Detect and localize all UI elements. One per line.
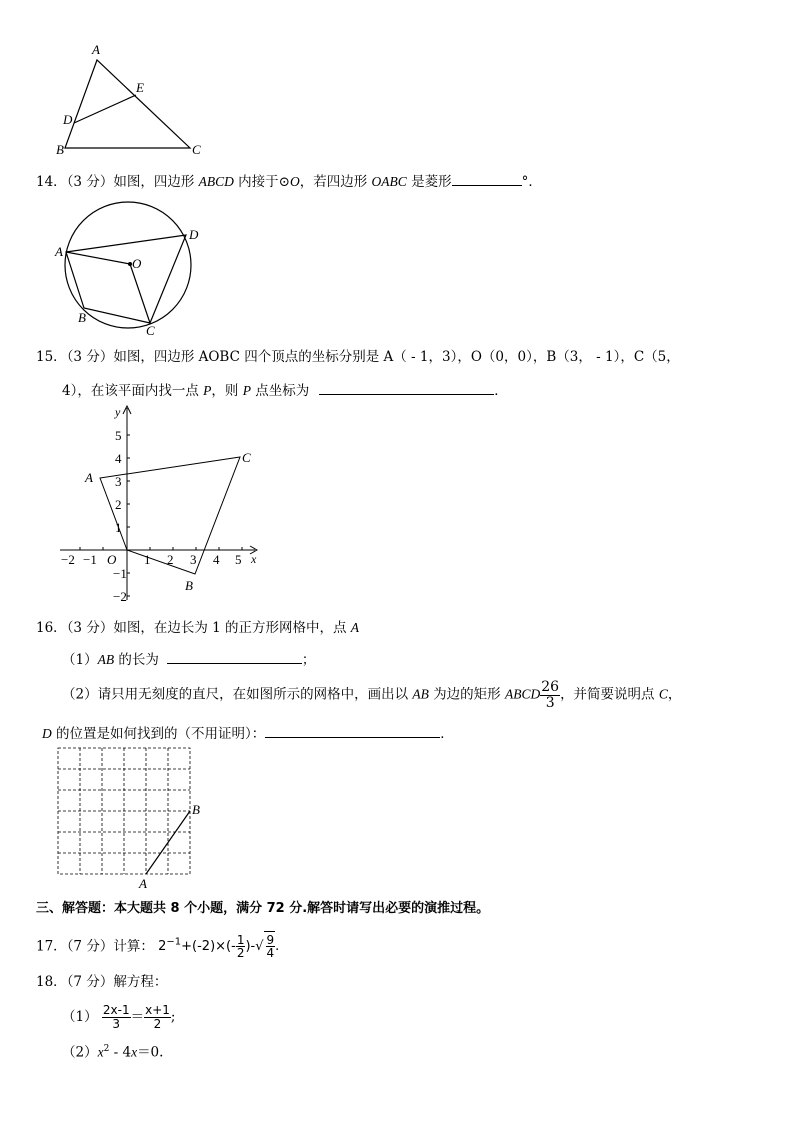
section-heading: 三、解答题：本大题共 8 个小题，满分 72 分.解答时请写出必要的演推过程。 bbox=[36, 901, 490, 916]
expr-base: 2 bbox=[158, 939, 167, 955]
q14-var: O bbox=[289, 174, 300, 189]
q16-var: AB bbox=[412, 686, 429, 702]
y-tick-label: 3 bbox=[115, 474, 122, 489]
fraction-denominator: 3 bbox=[112, 1017, 121, 1031]
fraction-denominator: 3 bbox=[545, 694, 555, 711]
label-A: A bbox=[139, 876, 147, 891]
q16-text: ， bbox=[667, 686, 682, 703]
x-tick-label: −1 bbox=[83, 552, 97, 567]
part-label: （2） bbox=[62, 1044, 98, 1061]
question-16-part-3 bbox=[42, 725, 454, 742]
q14-text: 如图，四边形 bbox=[113, 174, 199, 190]
fraction-denominator: 2 bbox=[236, 946, 245, 961]
fraction bbox=[102, 1004, 131, 1030]
square-grid-figure bbox=[50, 744, 220, 892]
expression bbox=[158, 932, 280, 961]
question-number: 15． bbox=[36, 349, 67, 365]
question-16-part-1 bbox=[62, 651, 315, 668]
q15-var: P bbox=[242, 383, 251, 398]
q16-text: 如图，在边长为 1 的正方形网格中，点 bbox=[113, 620, 351, 636]
y-tick-label: −1 bbox=[113, 566, 127, 581]
label-B: B bbox=[78, 310, 86, 325]
label-B: B bbox=[192, 802, 200, 817]
sqrt-radicand bbox=[264, 931, 276, 962]
label-C: C bbox=[242, 450, 251, 465]
fraction bbox=[144, 1004, 171, 1030]
label-B: B bbox=[185, 578, 193, 593]
answer-blank[interactable] bbox=[167, 651, 302, 664]
label-B: B bbox=[56, 142, 64, 157]
part-label: （1） bbox=[62, 1009, 98, 1025]
q15-text: 点坐标为 bbox=[250, 383, 310, 399]
label-D: D bbox=[189, 227, 199, 242]
q16-var: D bbox=[42, 726, 52, 741]
q15-var: P bbox=[203, 383, 212, 398]
q18-var: x bbox=[131, 1044, 138, 1060]
label-D: D bbox=[63, 112, 73, 127]
q14-text: °． bbox=[521, 174, 542, 190]
q17-text: 计算： bbox=[113, 938, 154, 955]
x-tick-label: 5 bbox=[235, 552, 242, 567]
q16-var: A bbox=[350, 620, 360, 635]
x-tick-label: 1 bbox=[144, 552, 151, 567]
label-O: O bbox=[132, 256, 142, 271]
fraction-denominator: 4 bbox=[266, 946, 275, 961]
question-17 bbox=[36, 928, 279, 962]
sqrt-symbol: √ bbox=[255, 939, 264, 955]
question-15-line-1 bbox=[36, 351, 680, 365]
y-tick-label: 5 bbox=[115, 428, 122, 443]
q15-text: 4），在该平面内找一点 bbox=[62, 383, 204, 399]
x-tick-label: 3 bbox=[190, 552, 197, 567]
q14-text: 内接于⊙ bbox=[233, 174, 290, 190]
label-C: C bbox=[192, 142, 201, 157]
question-18-part-1 bbox=[62, 1002, 175, 1032]
q16-text: 为边的矩形 bbox=[428, 686, 505, 703]
q16-text: （2）请只用无刻度的直尺，在如图所示的网格中，画出以 bbox=[62, 686, 413, 703]
fraction bbox=[266, 934, 276, 960]
q16-text: 的长为 bbox=[114, 652, 159, 668]
question-score: （3 分） bbox=[66, 620, 114, 636]
x-tick-label: 4 bbox=[213, 552, 220, 567]
origin-label: O bbox=[107, 552, 117, 567]
question-score: （7 分） bbox=[66, 974, 114, 990]
fraction-numerator: x+1 bbox=[145, 1003, 170, 1018]
expr-part: )- bbox=[245, 939, 256, 955]
q14-var: ABCD bbox=[198, 174, 234, 189]
question-number: 18． bbox=[36, 974, 67, 990]
fraction-numerator: 26 bbox=[541, 679, 560, 695]
fraction-numerator: 9 bbox=[266, 932, 275, 947]
q15-text: 如图，四边形 AOBC 四个顶点的坐标分别是 A（ - 1，3），O（0，0），B（3， - 1），C（5， bbox=[113, 349, 680, 365]
axis-label-x: x bbox=[251, 552, 257, 566]
answer-blank[interactable] bbox=[319, 382, 494, 395]
q16-text: ． bbox=[440, 726, 454, 742]
axis-label-y: y bbox=[115, 405, 121, 419]
equals-sign: ＝ bbox=[130, 1009, 145, 1025]
question-score: （7 分） bbox=[66, 938, 114, 955]
q18-text: ; bbox=[170, 1009, 176, 1025]
question-16-stem bbox=[36, 621, 359, 636]
triangle-figure bbox=[50, 38, 220, 160]
q16-text: ，并简要说明点 bbox=[560, 686, 659, 703]
label-E: E bbox=[136, 80, 144, 95]
question-number: 17． bbox=[36, 938, 67, 955]
question-number: 16． bbox=[36, 620, 67, 636]
question-16-part-2 bbox=[62, 680, 681, 710]
q18-var: x bbox=[97, 1044, 104, 1060]
label-A: A bbox=[92, 42, 100, 57]
circle-quadrilateral-figure bbox=[50, 196, 210, 338]
q14-var: OABC bbox=[371, 174, 407, 189]
q18-text: 解方程： bbox=[113, 974, 168, 990]
fraction bbox=[540, 680, 560, 710]
y-tick-label: 2 bbox=[115, 497, 122, 512]
question-score: （3 分） bbox=[66, 349, 114, 365]
label-A: A bbox=[85, 470, 93, 485]
question-18 bbox=[36, 976, 167, 990]
q16-var: ABCD bbox=[504, 686, 541, 702]
q14-text: 是菱形 bbox=[406, 174, 452, 190]
q15-text: ，则 bbox=[211, 383, 243, 399]
expr-exponent: −1 bbox=[166, 937, 182, 948]
fraction-numerator: 1 bbox=[236, 932, 245, 947]
question-14 bbox=[36, 173, 542, 190]
q16-text: 的位置是如何找到的（不用证明）： bbox=[51, 726, 266, 742]
y-tick-label: −2 bbox=[113, 589, 127, 604]
fraction-numerator: 2x-1 bbox=[102, 1003, 130, 1018]
x-tick-label: 2 bbox=[167, 552, 174, 567]
q18-text: ＝0. bbox=[137, 1044, 164, 1061]
question-score: （3 分） bbox=[66, 174, 114, 190]
x-tick-label: −2 bbox=[61, 552, 75, 567]
answer-blank[interactable] bbox=[452, 173, 522, 186]
y-tick-label: 4 bbox=[115, 451, 122, 466]
q16-var: C bbox=[658, 686, 668, 702]
answer-blank[interactable] bbox=[265, 725, 440, 738]
q16-text: ； bbox=[301, 652, 316, 668]
exponent: 2 bbox=[103, 1044, 110, 1054]
coordinate-figure bbox=[55, 400, 270, 610]
label-C: C bbox=[146, 323, 155, 338]
fraction-denominator: 2 bbox=[153, 1017, 162, 1031]
q15-text: ． bbox=[494, 383, 508, 399]
q18-text: - 4 bbox=[109, 1044, 132, 1061]
expr-part: . bbox=[275, 939, 280, 955]
expr-part: +(-2)×(- bbox=[181, 939, 236, 955]
label-A: A bbox=[55, 244, 63, 259]
question-15-line-2 bbox=[62, 382, 508, 399]
q16-text: （1） bbox=[62, 652, 98, 668]
q16-var: AB bbox=[97, 652, 115, 667]
question-number: 14． bbox=[36, 174, 67, 190]
y-tick-label: 1 bbox=[115, 520, 122, 535]
fraction bbox=[236, 934, 246, 960]
question-18-part-2 bbox=[62, 1045, 163, 1060]
q14-text: ，若四边形 bbox=[299, 174, 372, 190]
